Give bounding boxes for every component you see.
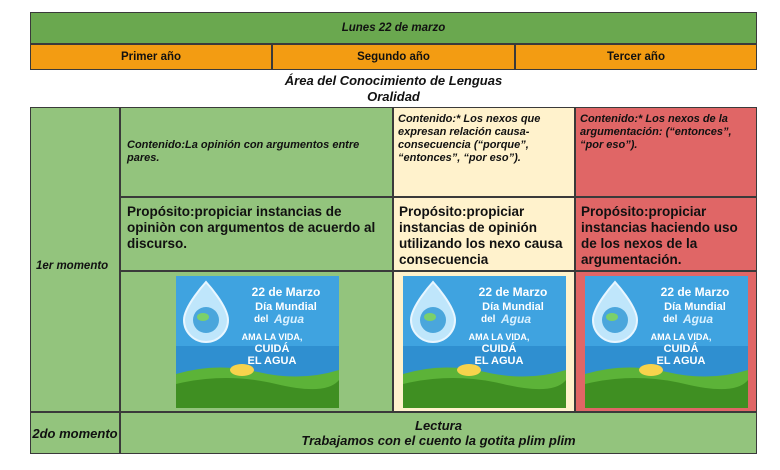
poster-slogan1: AMA LA VIDA, — [241, 332, 303, 342]
year-label-third: Tercer año — [607, 51, 665, 63]
year-header-third — [515, 44, 757, 70]
poster-line3: Agua — [683, 312, 713, 326]
poster-slogan3: EL AGUA — [474, 355, 524, 367]
poster-line1: Día Mundial — [664, 301, 726, 313]
moment2-label: 2do momento — [32, 425, 118, 441]
moment1-label: 1er momento — [36, 260, 109, 272]
proposito-second: Propósito:propiciar instancias de opinión utilizando los nexo causa consecuencia — [393, 197, 575, 271]
poster-slogan2: CUIDÁ — [254, 343, 290, 355]
contenido-first: Contenido:La opinión con argumentos entre pares. — [120, 107, 393, 197]
moment2-text: Trabajamos con el cuento la gotita plim plim — [301, 433, 576, 448]
poster-line2: del — [481, 314, 496, 325]
poster-line3: Agua — [501, 312, 531, 326]
poster-line1: Día Mundial — [482, 301, 544, 313]
water-day-poster-third — [585, 276, 748, 408]
contenido-second: Contenido:* Los nexos que expresan relación causa-consecuencia (“porque”, “entonces”, “por eso”). — [393, 107, 575, 197]
poster-line2: del — [254, 314, 269, 325]
moment1-label-cell — [30, 107, 120, 412]
poster-slogan3: EL AGUA — [656, 355, 706, 367]
moment2-content-cell — [120, 412, 757, 454]
area-title-block — [30, 71, 757, 107]
poster-slogan1: AMA LA VIDA, — [650, 332, 712, 342]
poster-line1: Día Mundial — [255, 301, 317, 313]
moment2-title: Lectura — [415, 418, 462, 433]
proposito-third: Propósito:propiciar instancias haciendo uso de los nexos de la argumentación. — [575, 197, 757, 271]
poster-line2: del — [663, 314, 678, 325]
water-day-poster-first — [176, 276, 339, 408]
water-day-poster-second — [403, 276, 566, 408]
area-subtitle: Oralidad — [367, 89, 420, 104]
poster-slogan2: CUIDÁ — [663, 343, 699, 355]
moment2-label-cell — [30, 412, 120, 454]
poster-slogan3: EL AGUA — [247, 355, 297, 367]
contenido-third: Contenido:* Los nexos de la argumentación: (“entonces”, “por eso”). — [575, 107, 757, 197]
area-title: Área del Conocimiento de Lenguas — [284, 73, 503, 88]
year-label-first: Primer año — [120, 51, 182, 63]
date-header — [30, 12, 757, 44]
poster-date: 22 de Marzo — [478, 285, 548, 299]
proposito-first: Propósito:propiciar instancias de opiniòn con argumentos de acuerdo al discurso. — [120, 197, 393, 271]
poster-line3: Agua — [274, 312, 304, 326]
year-label-second: Segundo año — [357, 51, 430, 63]
year-header-second — [272, 44, 515, 70]
poster-date: 22 de Marzo — [251, 285, 321, 299]
poster-date: 22 de Marzo — [660, 285, 730, 299]
date-label: Lunes 22 de marzo — [341, 21, 446, 34]
year-header-first — [30, 44, 272, 70]
poster-slogan1: AMA LA VIDA, — [468, 332, 530, 342]
poster-slogan2: CUIDÁ — [481, 343, 517, 355]
